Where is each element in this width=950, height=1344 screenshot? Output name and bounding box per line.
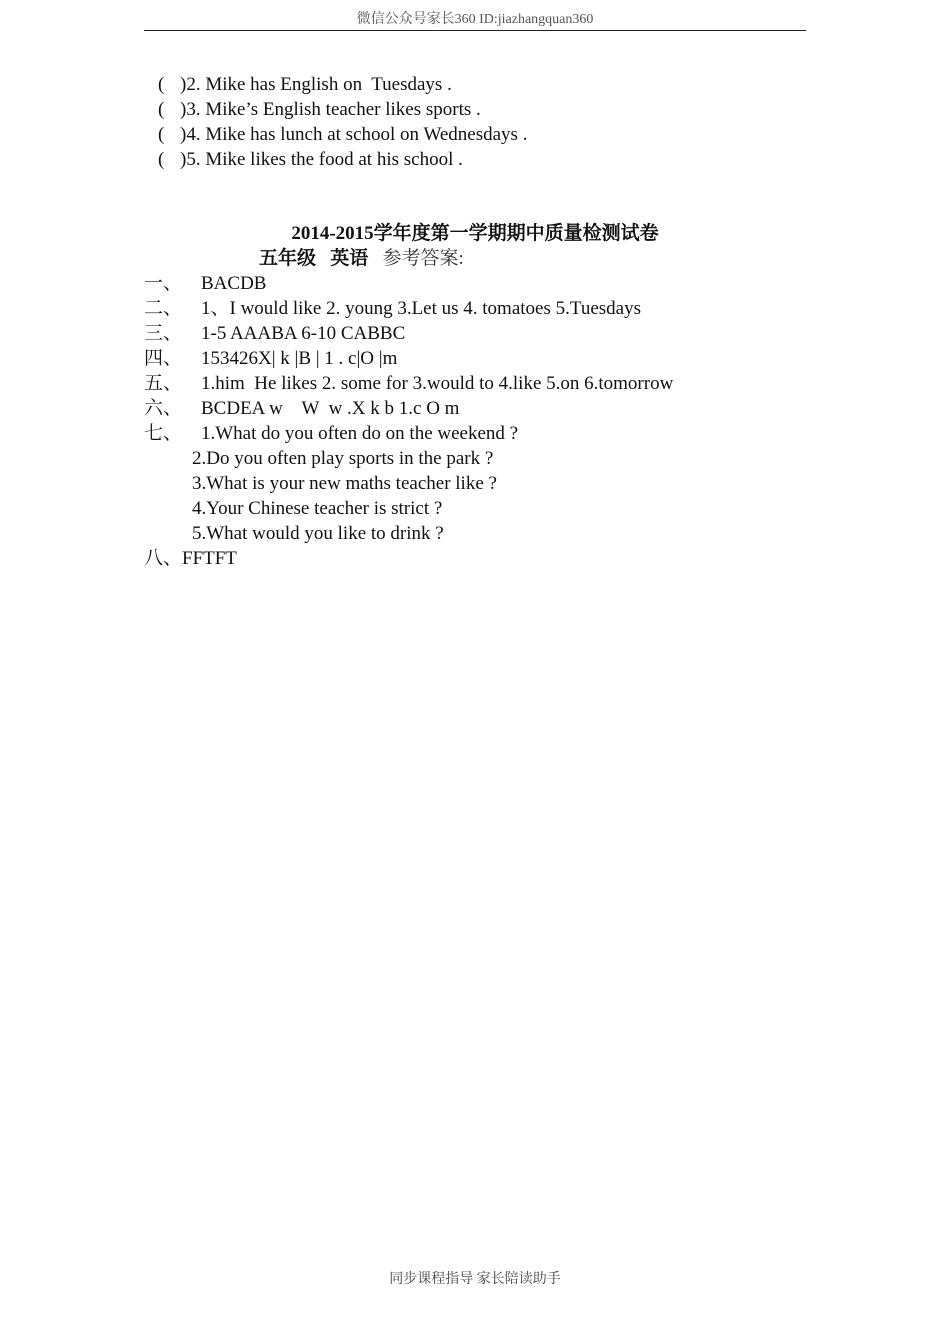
question-bracket: (: [158, 74, 165, 95]
grade-label: 五年级: [259, 248, 317, 269]
section-answer: BCDEA w W w .X k b 1.c O m: [201, 398, 460, 419]
section-answer-line: 4.Your Chinese teacher is strict ?: [192, 498, 443, 519]
section-number: 二、: [144, 298, 183, 319]
question-item: )2. Mike has English on Tuesdays .: [180, 74, 452, 95]
section-answer: 1、I would like 2. young 3.Let us 4. tomatoes 5.Tuesdays: [201, 298, 641, 319]
question-item: )3. Mike’s English teacher likes sports .: [180, 99, 481, 120]
question-bracket: (: [158, 124, 165, 145]
question-item: )4. Mike has lunch at school on Wednesdays .: [180, 124, 528, 145]
section-number: 四、: [144, 348, 183, 369]
section-number: 五、: [144, 373, 183, 394]
subject-label: 英语: [330, 248, 369, 269]
page-header: 微信公众号家长360 ID:jiazhangquan360: [144, 10, 806, 31]
question-item: )5. Mike likes the food at his school .: [180, 149, 463, 170]
answer-key-title: 2014-2015学年度第一学期期中质量检测试卷: [291, 223, 659, 244]
section-number: 六、: [144, 398, 183, 419]
section-number: 七、: [144, 423, 183, 444]
section-answer: 1-5 AAABA 6-10 CABBC: [201, 323, 406, 344]
answers-label: 参考答案:: [382, 248, 464, 269]
question-bracket: (: [158, 99, 165, 120]
section-answer: 1.What do you often do on the weekend ?: [201, 423, 519, 444]
section-eight-answer: 八、FFTFT: [144, 548, 237, 569]
question-bracket: (: [158, 149, 165, 170]
section-answer-line: 3.What is your new maths teacher like ?: [192, 473, 497, 494]
section-number: 一、: [144, 273, 183, 294]
section-number: 三、: [144, 323, 183, 344]
section-answer-line: 2.Do you often play sports in the park ?: [192, 448, 494, 469]
page-footer: 同步课程指导 家长陪读助手: [389, 1272, 561, 1287]
section-answer: 1.him He likes 2. some for 3.would to 4.like 5.on 6.tomorrow: [201, 373, 674, 394]
section-answer-line: 5.What would you like to drink ?: [192, 523, 444, 544]
section-answer: BACDB: [201, 273, 267, 294]
section-answer: 153426X| k |B | 1 . c|O |m: [201, 348, 398, 369]
answer-key-subtitle: [259, 246, 464, 271]
